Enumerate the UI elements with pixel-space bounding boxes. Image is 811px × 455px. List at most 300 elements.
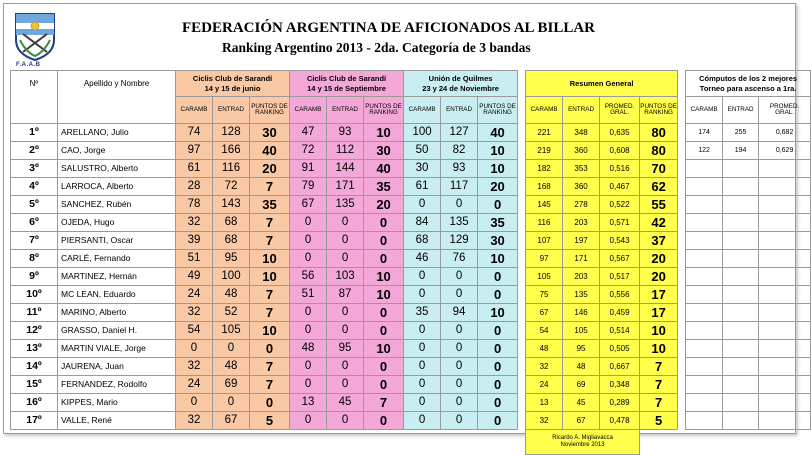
table-row bbox=[11, 196, 811, 214]
total-caramb-cell: 24 bbox=[526, 376, 563, 394]
computos-caramb-cell bbox=[686, 250, 723, 268]
spacer bbox=[678, 250, 686, 268]
total-caramb-cell: 145 bbox=[526, 196, 563, 214]
caramb-cell: 0 bbox=[290, 250, 327, 268]
entrad-cell: 0 bbox=[213, 340, 250, 358]
caramb-cell: 46 bbox=[404, 250, 441, 268]
computos-promedio-cell bbox=[759, 250, 811, 268]
caramb-cell: 67 bbox=[290, 196, 327, 214]
promedio-cell: 0,517 bbox=[600, 268, 640, 286]
caramb-cell: 30 bbox=[404, 160, 441, 178]
total-entrad-cell: 69 bbox=[563, 376, 600, 394]
table-row bbox=[11, 322, 811, 340]
entrad-cell: 52 bbox=[213, 304, 250, 322]
computos-caramb-cell: 174 bbox=[686, 124, 723, 142]
ranking-points-cell: 7 bbox=[250, 232, 290, 250]
player-name-cell: SANCHEZ, Rubén bbox=[58, 196, 176, 214]
caramb-cell: 0 bbox=[404, 358, 441, 376]
computos-caramb-cell bbox=[686, 196, 723, 214]
ranking-points-cell: 7 bbox=[364, 394, 404, 412]
caramb-cell: 68 bbox=[404, 232, 441, 250]
caramb-cell: 0 bbox=[290, 358, 327, 376]
table-row bbox=[11, 268, 811, 286]
computos-caramb-cell bbox=[686, 232, 723, 250]
spacer bbox=[678, 160, 686, 178]
entrad-cell: 0 bbox=[327, 232, 364, 250]
ranking-points-cell: 0 bbox=[364, 322, 404, 340]
promedio-cell: 0,289 bbox=[600, 394, 640, 412]
spacer bbox=[678, 394, 686, 412]
column-header-position: Nº bbox=[11, 71, 58, 97]
computos-caramb-cell bbox=[686, 268, 723, 286]
spacer bbox=[678, 97, 686, 124]
ranking-points-cell: 40 bbox=[250, 142, 290, 160]
blank-cell bbox=[58, 97, 176, 124]
entrad-cell: 103 bbox=[327, 268, 364, 286]
computos-caramb-cell: 122 bbox=[686, 142, 723, 160]
ranking-points-cell: 30 bbox=[478, 232, 518, 250]
entrad-cell: 171 bbox=[327, 178, 364, 196]
ranking-points-cell: 40 bbox=[364, 160, 404, 178]
total-caramb-cell: 48 bbox=[526, 340, 563, 358]
event-date: 14 y 15 de Septiembre bbox=[307, 83, 386, 93]
ranking-points-cell: 35 bbox=[364, 178, 404, 196]
ranking-points-cell: 35 bbox=[250, 196, 290, 214]
computos-promedio-cell bbox=[759, 286, 811, 304]
caramb-cell: 0 bbox=[290, 412, 327, 430]
ranking-points-cell: 0 bbox=[364, 304, 404, 322]
table-row bbox=[11, 358, 811, 376]
subheader-caramb: CARAMB bbox=[176, 97, 213, 124]
computos-caramb-cell bbox=[686, 412, 723, 430]
spacer bbox=[518, 286, 526, 304]
caramb-cell: 0 bbox=[176, 340, 213, 358]
player-name-cell: SALUSTRO, Alberto bbox=[58, 160, 176, 178]
blank-cell bbox=[11, 430, 526, 455]
spacer bbox=[518, 196, 526, 214]
ranking-table-body bbox=[11, 71, 811, 455]
spacer bbox=[518, 322, 526, 340]
total-entrad-cell: 48 bbox=[563, 358, 600, 376]
total-caramb-cell: 97 bbox=[526, 250, 563, 268]
computos-promedio-cell bbox=[759, 322, 811, 340]
entrad-cell: 0 bbox=[441, 340, 478, 358]
subheader-entrad: ENTRAD bbox=[327, 97, 364, 124]
event-header-sarandi-septiembre bbox=[290, 71, 404, 97]
ranking-points-cell: 0 bbox=[250, 340, 290, 358]
total-entrad-cell: 135 bbox=[563, 286, 600, 304]
entrad-cell: 0 bbox=[441, 322, 478, 340]
ranking-points-cell: 5 bbox=[250, 412, 290, 430]
computos-promedio-cell bbox=[759, 268, 811, 286]
computos-caramb-cell bbox=[686, 394, 723, 412]
caramb-cell: 0 bbox=[290, 376, 327, 394]
footer-row bbox=[11, 430, 811, 455]
computos-entrad-cell bbox=[723, 232, 759, 250]
player-name-cell: ARELLANO, Julio bbox=[58, 124, 176, 142]
ranking-points-cell: 10 bbox=[478, 304, 518, 322]
entrad-cell: 0 bbox=[441, 268, 478, 286]
computos-caramb-cell bbox=[686, 178, 723, 196]
spacer bbox=[678, 304, 686, 322]
total-entrad-cell: 278 bbox=[563, 196, 600, 214]
computos-entrad-cell bbox=[723, 340, 759, 358]
position-cell: 2º bbox=[11, 142, 58, 160]
total-points-cell: 10 bbox=[640, 340, 678, 358]
total-points-cell: 5 bbox=[640, 412, 678, 430]
signature-box bbox=[526, 430, 640, 455]
player-name-cell: CAO, Jorge bbox=[58, 142, 176, 160]
caramb-cell: 51 bbox=[290, 286, 327, 304]
entrad-cell: 93 bbox=[441, 160, 478, 178]
player-name-cell: PIERSANTI, Oscar bbox=[58, 232, 176, 250]
total-caramb-cell: 105 bbox=[526, 268, 563, 286]
total-points-cell: 20 bbox=[640, 268, 678, 286]
entrad-cell: 69 bbox=[213, 376, 250, 394]
position-cell: 5º bbox=[11, 196, 58, 214]
caramb-cell: 84 bbox=[404, 214, 441, 232]
position-cell: 12º bbox=[11, 322, 58, 340]
promed-line1: PROMED. bbox=[769, 102, 800, 110]
puntos-line1: PUNTOS DE bbox=[479, 102, 516, 110]
caramb-cell: 0 bbox=[404, 286, 441, 304]
entrad-cell: 95 bbox=[213, 250, 250, 268]
table-row bbox=[11, 304, 811, 322]
entrad-cell: 94 bbox=[441, 304, 478, 322]
ranking-points-cell: 10 bbox=[250, 322, 290, 340]
entrad-cell: 0 bbox=[441, 376, 478, 394]
spacer bbox=[518, 250, 526, 268]
ranking-points-cell: 10 bbox=[364, 286, 404, 304]
position-cell: 14º bbox=[11, 358, 58, 376]
caramb-cell: 61 bbox=[404, 178, 441, 196]
total-points-cell: 17 bbox=[640, 304, 678, 322]
caramb-cell: 0 bbox=[290, 322, 327, 340]
subheader-caramb: CARAMB bbox=[404, 97, 441, 124]
signature-name: Ricardo A. Migliavacca bbox=[552, 434, 613, 441]
entrad-cell: 93 bbox=[327, 124, 364, 142]
resumen-header: Resumen General bbox=[526, 71, 678, 97]
computos-caramb-cell bbox=[686, 376, 723, 394]
total-entrad-cell: 45 bbox=[563, 394, 600, 412]
caramb-cell: 32 bbox=[176, 304, 213, 322]
ranking-points-cell: 10 bbox=[250, 250, 290, 268]
computos-caramb-cell bbox=[686, 214, 723, 232]
spacer bbox=[678, 196, 686, 214]
spacer bbox=[678, 286, 686, 304]
total-points-cell: 55 bbox=[640, 196, 678, 214]
total-points-cell: 7 bbox=[640, 394, 678, 412]
entrad-cell: 144 bbox=[327, 160, 364, 178]
subheader-entrad: ENTRAD bbox=[723, 97, 759, 124]
entrad-cell: 0 bbox=[327, 214, 364, 232]
caramb-cell: 35 bbox=[404, 304, 441, 322]
caramb-cell: 0 bbox=[404, 196, 441, 214]
caramb-cell: 49 bbox=[176, 268, 213, 286]
entrad-cell: 67 bbox=[213, 412, 250, 430]
entrad-cell: 116 bbox=[213, 160, 250, 178]
event-club: Ciclis Club de Sarandí bbox=[306, 74, 387, 83]
caramb-cell: 54 bbox=[176, 322, 213, 340]
table-row bbox=[11, 340, 811, 358]
spacer bbox=[678, 340, 686, 358]
caramb-cell: 13 bbox=[290, 394, 327, 412]
table-row bbox=[11, 142, 811, 160]
subheader-entrad: ENTRAD bbox=[213, 97, 250, 124]
table-row bbox=[11, 124, 811, 142]
player-name-cell: GRASSO, Daniel H. bbox=[58, 322, 176, 340]
ranking-points-cell: 10 bbox=[478, 142, 518, 160]
spacer bbox=[678, 358, 686, 376]
computos-entrad-cell: 255 bbox=[723, 124, 759, 142]
document-frame bbox=[3, 3, 800, 448]
column-header-name: Apellido y Nombre bbox=[58, 71, 176, 97]
computos-promedio-cell bbox=[759, 196, 811, 214]
player-name-cell: LARROCA, Alberto bbox=[58, 178, 176, 196]
ranking-points-cell: 20 bbox=[364, 196, 404, 214]
total-caramb-cell: 32 bbox=[526, 358, 563, 376]
ranking-points-cell: 7 bbox=[250, 304, 290, 322]
entrad-cell: 87 bbox=[327, 286, 364, 304]
total-caramb-cell: 75 bbox=[526, 286, 563, 304]
computos-entrad-cell bbox=[723, 394, 759, 412]
entrad-cell: 143 bbox=[213, 196, 250, 214]
ranking-points-cell: 0 bbox=[364, 250, 404, 268]
caramb-cell: 0 bbox=[404, 376, 441, 394]
spacer bbox=[678, 214, 686, 232]
subheader-puntos bbox=[640, 97, 678, 124]
entrad-cell: 82 bbox=[441, 142, 478, 160]
caramb-cell: 0 bbox=[290, 214, 327, 232]
player-name-cell: MC LEAN, Eduardo bbox=[58, 286, 176, 304]
computos-caramb-cell bbox=[686, 160, 723, 178]
player-name-cell: FERNANDEZ, Rodolfo bbox=[58, 376, 176, 394]
entrad-cell: 0 bbox=[441, 412, 478, 430]
caramb-cell: 74 bbox=[176, 124, 213, 142]
ranking-points-cell: 10 bbox=[478, 160, 518, 178]
promed-line1: PROMED. bbox=[604, 102, 635, 110]
entrad-cell: 0 bbox=[327, 412, 364, 430]
logo-text: F.A.A.B bbox=[16, 62, 41, 68]
total-caramb-cell: 221 bbox=[526, 124, 563, 142]
computos-promedio-cell bbox=[759, 214, 811, 232]
spacer bbox=[518, 268, 526, 286]
player-name-cell: JAURENA, Juan bbox=[58, 358, 176, 376]
entrad-cell: 0 bbox=[441, 358, 478, 376]
spacer bbox=[518, 376, 526, 394]
total-points-cell: 10 bbox=[640, 322, 678, 340]
position-cell: 11º bbox=[11, 304, 58, 322]
subheader-caramb: CARAMB bbox=[526, 97, 563, 124]
ranking-points-cell: 0 bbox=[478, 268, 518, 286]
caramb-cell: 72 bbox=[290, 142, 327, 160]
total-points-cell: 62 bbox=[640, 178, 678, 196]
computos-entrad-cell bbox=[723, 412, 759, 430]
caramb-cell: 32 bbox=[176, 214, 213, 232]
table-row bbox=[11, 394, 811, 412]
computos-promedio-cell bbox=[759, 376, 811, 394]
signature-date: Noviembre 2013 bbox=[560, 442, 605, 448]
computos-entrad-cell: 194 bbox=[723, 142, 759, 160]
position-cell: 6º bbox=[11, 214, 58, 232]
table-row bbox=[11, 250, 811, 268]
computos-entrad-cell bbox=[723, 250, 759, 268]
position-cell: 7º bbox=[11, 232, 58, 250]
subheader-promed bbox=[600, 97, 640, 124]
header-row-subcolumns bbox=[11, 97, 811, 124]
spacer bbox=[678, 268, 686, 286]
total-caramb-cell: 116 bbox=[526, 214, 563, 232]
computos-entrad-cell bbox=[723, 286, 759, 304]
ranking-points-cell: 10 bbox=[364, 124, 404, 142]
total-caramb-cell: 182 bbox=[526, 160, 563, 178]
total-entrad-cell: 360 bbox=[563, 178, 600, 196]
promedio-cell: 0,608 bbox=[600, 142, 640, 160]
total-entrad-cell: 105 bbox=[563, 322, 600, 340]
entrad-cell: 135 bbox=[327, 196, 364, 214]
caramb-cell: 79 bbox=[290, 178, 327, 196]
total-entrad-cell: 203 bbox=[563, 268, 600, 286]
computos-caramb-cell bbox=[686, 286, 723, 304]
total-points-cell: 42 bbox=[640, 214, 678, 232]
table-row bbox=[11, 412, 811, 430]
entrad-cell: 128 bbox=[213, 124, 250, 142]
ranking-points-cell: 10 bbox=[250, 268, 290, 286]
total-points-cell: 20 bbox=[640, 250, 678, 268]
total-caramb-cell: 219 bbox=[526, 142, 563, 160]
spacer bbox=[518, 97, 526, 124]
entrad-cell: 135 bbox=[441, 214, 478, 232]
ranking-points-cell: 0 bbox=[478, 196, 518, 214]
computos-entrad-cell bbox=[723, 214, 759, 232]
event-date: 14 y 15 de junio bbox=[204, 83, 261, 93]
entrad-cell: 0 bbox=[441, 394, 478, 412]
caramb-cell: 47 bbox=[290, 124, 327, 142]
spacer bbox=[518, 214, 526, 232]
caramb-cell: 56 bbox=[290, 268, 327, 286]
promedio-cell: 0,505 bbox=[600, 340, 640, 358]
promedio-cell: 0,635 bbox=[600, 124, 640, 142]
player-name-cell: VALLE, René bbox=[58, 412, 176, 430]
position-cell: 8º bbox=[11, 250, 58, 268]
ranking-points-cell: 10 bbox=[364, 268, 404, 286]
spacer bbox=[518, 394, 526, 412]
total-points-cell: 7 bbox=[640, 376, 678, 394]
total-points-cell: 7 bbox=[640, 358, 678, 376]
caramb-cell: 39 bbox=[176, 232, 213, 250]
caramb-cell: 0 bbox=[404, 394, 441, 412]
entrad-cell: 48 bbox=[213, 358, 250, 376]
puntos-line2: RANKING bbox=[644, 109, 673, 116]
puntos-line1: PUNTOS DE bbox=[251, 102, 288, 110]
total-entrad-cell: 197 bbox=[563, 232, 600, 250]
puntos-line2: RANKING bbox=[369, 109, 398, 116]
ranking-points-cell: 7 bbox=[250, 286, 290, 304]
caramb-cell: 48 bbox=[290, 340, 327, 358]
event-header-quilmes bbox=[404, 71, 518, 97]
entrad-cell: 166 bbox=[213, 142, 250, 160]
ranking-points-cell: 0 bbox=[478, 394, 518, 412]
player-name-cell: OJEDA, Hugo bbox=[58, 214, 176, 232]
ranking-points-cell: 10 bbox=[364, 340, 404, 358]
spacer bbox=[678, 178, 686, 196]
caramb-cell: 0 bbox=[404, 412, 441, 430]
computos-entrad-cell bbox=[723, 322, 759, 340]
total-caramb-cell: 13 bbox=[526, 394, 563, 412]
ranking-points-cell: 0 bbox=[364, 358, 404, 376]
computos-header bbox=[686, 71, 811, 97]
table-row bbox=[11, 286, 811, 304]
total-caramb-cell: 67 bbox=[526, 304, 563, 322]
position-cell: 15º bbox=[11, 376, 58, 394]
spacer bbox=[678, 376, 686, 394]
caramb-cell: 61 bbox=[176, 160, 213, 178]
spacer bbox=[678, 322, 686, 340]
ranking-table bbox=[10, 70, 811, 455]
caramb-cell: 0 bbox=[404, 340, 441, 358]
entrad-cell: 68 bbox=[213, 232, 250, 250]
puntos-line1: PUNTOS DE bbox=[640, 102, 677, 110]
player-name-cell: CARLÉ, Fernando bbox=[58, 250, 176, 268]
entrad-cell: 0 bbox=[441, 196, 478, 214]
spacer bbox=[678, 412, 686, 430]
spacer bbox=[678, 142, 686, 160]
caramb-cell: 24 bbox=[176, 286, 213, 304]
ranking-points-cell: 7 bbox=[250, 214, 290, 232]
computos-promedio-cell: 0,629 bbox=[759, 142, 811, 160]
page-subtitle: Ranking Argentino 2013 - 2da. Categoría de 3 bandas bbox=[222, 40, 531, 55]
computos-line1: Cómputos de los 2 mejores bbox=[699, 74, 798, 83]
caramb-cell: 0 bbox=[404, 268, 441, 286]
ranking-points-cell: 7 bbox=[250, 358, 290, 376]
subheader-puntos bbox=[250, 97, 290, 124]
total-points-cell: 17 bbox=[640, 286, 678, 304]
entrad-cell: 48 bbox=[213, 286, 250, 304]
computos-promedio-cell: 0,682 bbox=[759, 124, 811, 142]
total-caramb-cell: 54 bbox=[526, 322, 563, 340]
spacer bbox=[518, 412, 526, 430]
position-cell: 16º bbox=[11, 394, 58, 412]
entrad-cell: 129 bbox=[441, 232, 478, 250]
ranking-points-cell: 0 bbox=[364, 232, 404, 250]
total-entrad-cell: 171 bbox=[563, 250, 600, 268]
ranking-points-cell: 0 bbox=[364, 214, 404, 232]
entrad-cell: 127 bbox=[441, 124, 478, 142]
promedio-cell: 0,514 bbox=[600, 322, 640, 340]
faab-logo-icon bbox=[12, 10, 58, 62]
entrad-cell: 45 bbox=[327, 394, 364, 412]
puntos-line2: RANKING bbox=[255, 109, 284, 116]
ranking-points-cell: 0 bbox=[364, 376, 404, 394]
promedio-cell: 0,571 bbox=[600, 214, 640, 232]
total-entrad-cell: 203 bbox=[563, 214, 600, 232]
computos-promedio-cell bbox=[759, 412, 811, 430]
ranking-points-cell: 0 bbox=[250, 394, 290, 412]
computos-caramb-cell bbox=[686, 358, 723, 376]
caramb-cell: 28 bbox=[176, 178, 213, 196]
ranking-points-cell: 35 bbox=[478, 214, 518, 232]
table-row bbox=[11, 178, 811, 196]
ranking-points-cell: 20 bbox=[478, 178, 518, 196]
promedio-cell: 0,467 bbox=[600, 178, 640, 196]
event-date: 23 y 24 de Noviembre bbox=[422, 83, 499, 93]
caramb-cell: 50 bbox=[404, 142, 441, 160]
total-caramb-cell: 107 bbox=[526, 232, 563, 250]
caramb-cell: 51 bbox=[176, 250, 213, 268]
total-caramb-cell: 32 bbox=[526, 412, 563, 430]
entrad-cell: 117 bbox=[441, 178, 478, 196]
subheader-entrad: ENTRAD bbox=[441, 97, 478, 124]
